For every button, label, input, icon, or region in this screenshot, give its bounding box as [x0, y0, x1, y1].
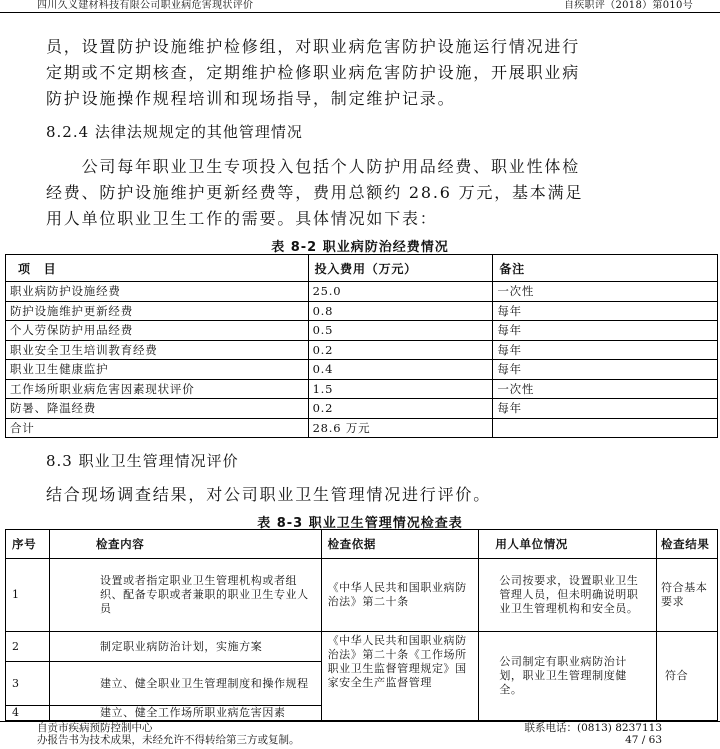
- total-cost-cell: 28.6 万元: [308, 418, 493, 438]
- footer-copyright-notice: 办报告书为技术成果，未经允许不得转给第三方或复制。: [37, 734, 300, 746]
- cost-cell: 0.5: [308, 321, 493, 341]
- number-cell: 1: [6, 559, 50, 632]
- remark-cell: 每年: [493, 340, 718, 360]
- item-cell: 职业安全卫生培训教育经费: [6, 340, 309, 360]
- header-company: 四川久义建材科技有限公司职业病危害现状评价: [37, 0, 254, 11]
- eval-paragraph: 结合现场调查结果，对公司职业卫生管理情况进行评价。: [46, 485, 492, 504]
- result-cell: 符合基本要求: [657, 559, 718, 632]
- cost-cell: 0.2: [308, 399, 493, 419]
- table-row: [6, 360, 718, 380]
- col-header-remark: 备注: [493, 255, 718, 282]
- content-cell: 制定职业病防治计划，实施方案: [49, 632, 321, 662]
- funding-table: [5, 254, 718, 438]
- content-cell: 设置或者指定职业卫生管理机构或者组织、配备专职或者兼职的职业卫生专业人员: [49, 559, 321, 632]
- table-header-row: [6, 255, 718, 282]
- situation-cell: 公司按要求，设置职业卫生管理人员，但未明确说明职业卫生管理机构和安全员。: [479, 559, 657, 632]
- number-cell: 3: [6, 662, 50, 706]
- basis-cell: 《中华人民共和国职业病防治法》第二十条《工作场所职业卫生监督管理规定》国家安全生产监督管理: [321, 632, 479, 721]
- remark-cell: 每年: [493, 321, 718, 341]
- table-8-2-caption: 表 8-2 职业病防治经费情况: [271, 240, 449, 255]
- section-8-3-heading: 8.3 职业卫生管理情况评价: [46, 452, 239, 470]
- item-cell: 工作场所职业病危害因素现状评价: [6, 379, 309, 399]
- table-row: [6, 379, 718, 399]
- section-8-2-4-heading: 8.2.4 法律法规规定的其他管理情况: [46, 123, 303, 141]
- footer-organization: 自贡市疾病预防控制中心: [37, 722, 153, 734]
- table-row: [6, 559, 718, 632]
- col-header-situation: 用人单位情况: [479, 530, 657, 559]
- content-cell: 建立、健全职业卫生管理制度和操作规程: [49, 662, 321, 706]
- management-check-table: [5, 529, 718, 721]
- table-8-3-caption: 表 8-3 职业卫生管理情况检查表: [257, 516, 463, 531]
- remark-cell: 每年: [493, 301, 718, 321]
- table-header-row: [6, 530, 718, 559]
- total-remark-cell: [493, 418, 718, 438]
- table-row: [6, 282, 718, 302]
- col-header-result: 检查结果: [657, 530, 718, 559]
- col-header-item: 项 目: [6, 255, 309, 282]
- funding-line: 用人单位职业卫生工作的需要。具体情况如下表：: [46, 209, 438, 228]
- number-cell: 2: [6, 632, 50, 662]
- remark-cell: 每年: [493, 360, 718, 380]
- item-cell: 职业卫生健康监护: [6, 360, 309, 380]
- item-cell: 个人劳保防护用品经费: [6, 321, 309, 341]
- total-label-cell: 合计: [6, 418, 309, 438]
- col-header-cost: 投入费用（万元）: [308, 255, 493, 282]
- number-cell: 4: [6, 706, 50, 721]
- content-cell: 建立、健全工作场所职业病危害因素: [49, 706, 321, 721]
- funding-paragraph: [46, 154, 676, 232]
- cost-cell: 1.5: [308, 379, 493, 399]
- table-row: [6, 321, 718, 341]
- intro-line: 定期或不定期核查，定期维护检修职业病危害防护设施，开展职业病: [46, 63, 581, 82]
- cost-cell: 0.8: [308, 301, 493, 321]
- table-row: [6, 399, 718, 419]
- col-header-basis: 检查依据: [321, 530, 479, 559]
- item-cell: 职业病防护设施经费: [6, 282, 309, 302]
- basis-cell: 《中华人民共和国职业病防治法》第二十条: [321, 559, 479, 632]
- intro-line: 防护设施操作规程培训和现场指导，制定维护记录。: [46, 89, 456, 108]
- result-cell: 符合: [657, 632, 718, 721]
- intro-line: 员，设置防护设施维护检修组，对职业病危害防护设施运行情况进行: [46, 37, 581, 56]
- remark-cell: 一次性: [493, 282, 718, 302]
- col-header-content: 检查内容: [49, 530, 321, 559]
- footer-contact-line: [0, 721, 720, 734]
- cost-cell: 25.0: [308, 282, 493, 302]
- footer-phone: 联系电话：(0813) 8237113: [524, 722, 662, 734]
- item-cell: 防暑、降温经费: [6, 399, 309, 419]
- header-report-number: 自疾职评（2018）第010号: [563, 0, 693, 11]
- cost-cell: 0.2: [308, 340, 493, 360]
- col-header-number: 序号: [6, 530, 50, 559]
- remark-cell: 一次性: [493, 379, 718, 399]
- table-row: [6, 301, 718, 321]
- remark-cell: 每年: [493, 399, 718, 419]
- cost-cell: 0.4: [308, 360, 493, 380]
- page-number: 47 / 63: [625, 734, 662, 746]
- funding-line: 公司每年职业卫生专项投入包括个人防护用品经费、职业性体检: [46, 157, 581, 176]
- intro-paragraph: [46, 34, 676, 112]
- situation-cell: 公司制定有职业病防治计划，职业卫生管理制度健全。: [479, 632, 657, 721]
- table-row: [6, 632, 718, 662]
- funding-line: 经费、防护设施维护更新经费等，费用总额约 28.6 万元，基本满足: [46, 183, 584, 202]
- page-header: [0, 0, 720, 13]
- table-total-row: [6, 418, 718, 438]
- table-row: [6, 340, 718, 360]
- item-cell: 防护设施维护更新经费: [6, 301, 309, 321]
